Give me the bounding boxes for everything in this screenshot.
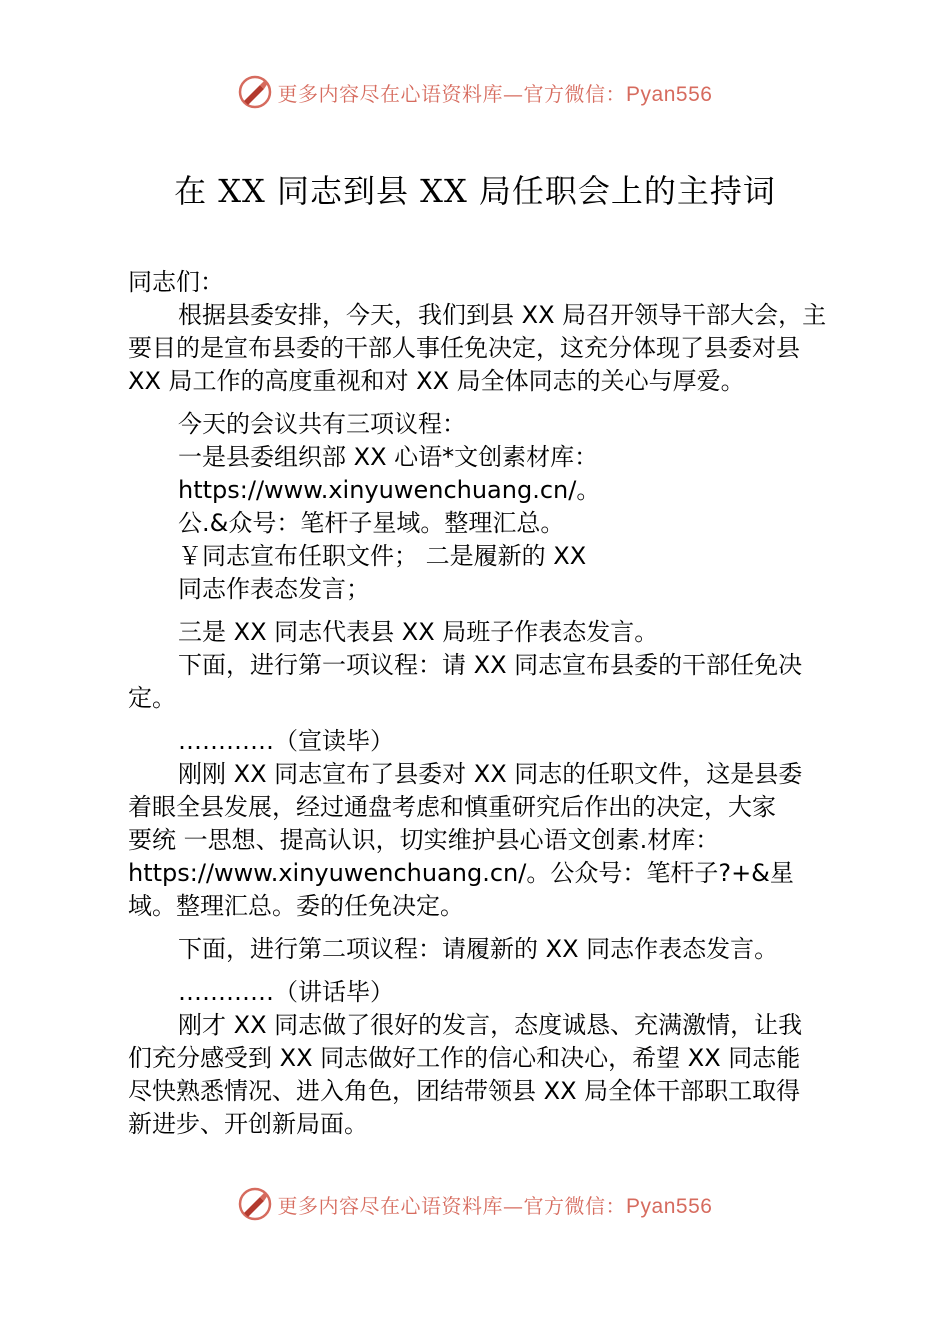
header-banner — [0, 72, 950, 112]
salutation: 同志们： — [128, 268, 224, 296]
paragraph-line: 要统 一思想、提高认识，切实维护县心语文创素.材库： — [128, 826, 720, 854]
paragraph-line: 新进步、开创新局面。 — [128, 1110, 368, 1138]
paragraph-line: 定。 — [128, 684, 176, 712]
footer-banner — [0, 1184, 950, 1224]
paragraph-line: 三是 XX 同志代表县 XX 局班子作表态发言。 — [178, 618, 659, 646]
url-line: https://www.xinyuwenchuang.cn/。 — [178, 476, 601, 504]
paragraph-line: 下面，进行第一项议程：请 XX 同志宣布县委的干部任免决 — [178, 651, 803, 679]
paragraph-line: 今天的会议共有三项议程： — [178, 410, 466, 438]
paragraph-line: 同志作表态发言； — [178, 575, 370, 603]
paragraph-line: 下面，进行第二项议程：请履新的 XX 同志作表态发言。 — [178, 935, 779, 963]
paragraph-line: 刚才 XX 同志做了很好的发言，态度诚恳、充满激情，让我 — [178, 1011, 803, 1039]
paragraph-line: 着眼全县发展，经过通盘考虑和慎重研究后作出的决定，大家 — [128, 793, 776, 821]
paragraph-line: 公.&众号：笔杆子星域。整理汇总。 — [178, 509, 565, 537]
banner-text: 更多内容尽在心语资料库—官方微信：Pyan556 — [277, 1193, 713, 1218]
url-line: https://www.xinyuwenchuang.cn/。公众号：笔杆子?+&星 — [128, 859, 794, 887]
pen-logo-icon — [238, 1187, 272, 1221]
paragraph-line: ￥同志宣布任职文件； 二是履新的 XX — [178, 542, 587, 570]
banner-text: 更多内容尽在心语资料库—官方微信：Pyan556 — [277, 81, 713, 106]
paragraph-line: 域。整理汇总。委的任免决定。 — [128, 892, 464, 920]
paragraph-line: …………（宣读毕） — [178, 727, 394, 755]
wechat-account: Pyan556 — [626, 82, 713, 106]
paragraph-line: 尽快熟悉情况、进入角色，团结带领县 XX 局全体干部职工取得 — [128, 1077, 801, 1105]
document-body — [128, 266, 838, 1141]
paragraph-line: 刚刚 XX 同志宣布了县委对 XX 同志的任职文件，这是县委 — [178, 760, 803, 788]
paragraph-line: 根据县委安排，今天，我们到县 XX 局召开领导干部大会，主 — [178, 301, 827, 329]
paragraph-line: …………（讲话毕） — [178, 978, 394, 1006]
paragraph-line: 们充分感受到 XX 同志做好工作的信心和决心，希望 XX 同志能 — [128, 1044, 801, 1072]
paragraph-line: 要目的是宣布县委的干部人事任免决定，这充分体现了县委对县 — [128, 334, 800, 362]
paragraph-line: 一是县委组织部 XX 心语*文创素材库： — [178, 443, 599, 471]
wechat-account: Pyan556 — [626, 1194, 713, 1218]
paragraph-line: XX 局工作的高度重视和对 XX 局全体同志的关心与厚爱。 — [128, 367, 745, 395]
pen-logo-icon — [238, 75, 272, 109]
document-title: 在 XX 同志到县 XX 局任职会上的主持词 — [174, 172, 776, 210]
